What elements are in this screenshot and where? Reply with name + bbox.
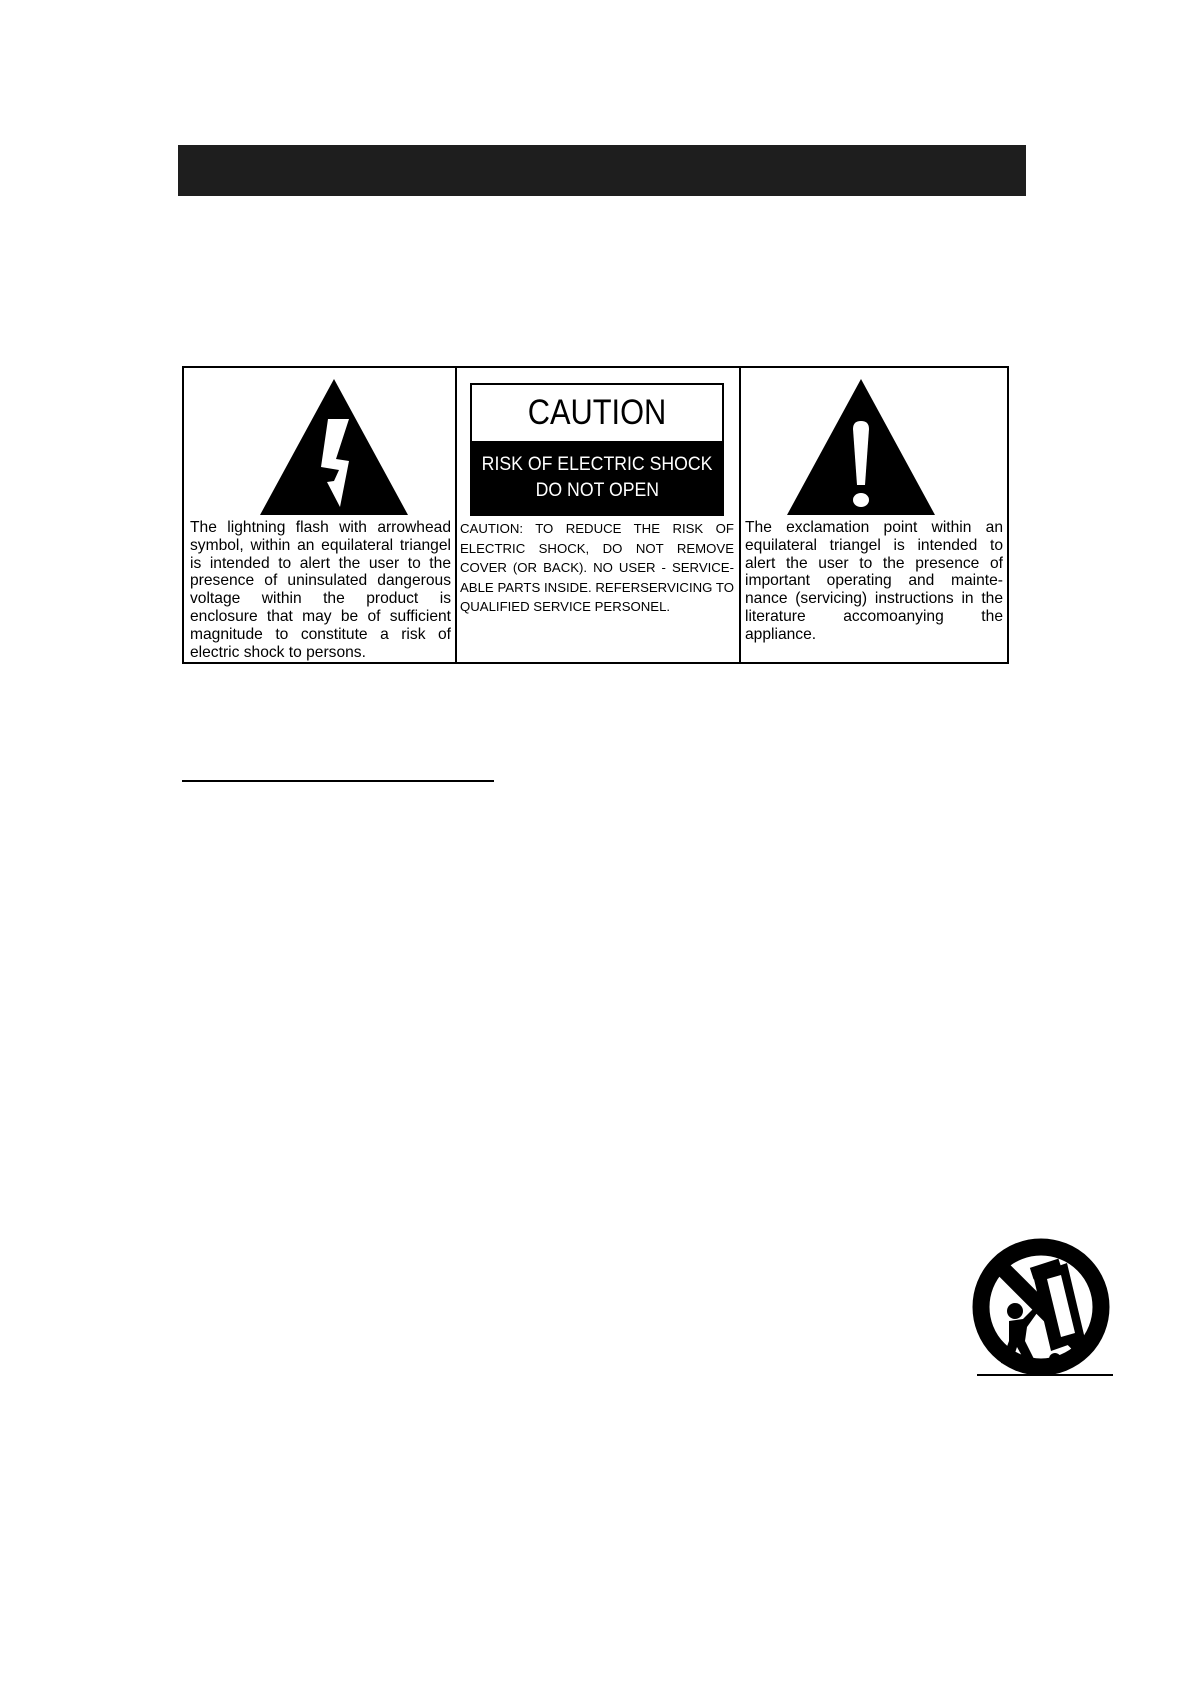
- caution-cell: [457, 368, 741, 662]
- exclamation-description: The exclamation point within an equilateral triangel is intended to alert the user to the presence of important operating and mainte-nance (servicing) instructions in the literature accomoanying the appliance.: [745, 519, 1003, 643]
- caution-label: [470, 383, 724, 516]
- lightning-warning-cell: [184, 368, 457, 662]
- exclamation-warning-cell: [741, 368, 1007, 662]
- lightning-description: The lightning flash with arrowhead symbol, within an equilateral triangel is intended to alert the user to the presence of uninsulated dangerous voltage within the product is enclosure that may be of sufficient magnitude to constitute a risk of electric shock to persons.: [190, 519, 451, 661]
- exclamation-warning-icon: [785, 377, 937, 517]
- caution-title: CAUTION: [527, 393, 667, 432]
- caution-description: CAUTION: TO REDUCE THE RISK OF ELECTRIC SHOCK, DO NOT REMOVE COVER (OR BACK). NO USER - SERVICE-ABLE PARTS INSIDE. REFERSERVICING TO QUALIFIED SERVICE PERSONEL.: [460, 521, 734, 615]
- caution-warning-box: [472, 441, 722, 514]
- header-bar: [178, 145, 1026, 196]
- lightning-flash-warning-icon: [258, 377, 410, 517]
- caution-line-2: DO NOT OPEN: [535, 479, 659, 501]
- warning-symbols-table: [182, 366, 1009, 664]
- cart-tip-over-warning-icon: [963, 1235, 1123, 1387]
- section-underline: [182, 780, 494, 782]
- caution-line-1: RISK OF ELECTRIC SHOCK: [481, 453, 713, 475]
